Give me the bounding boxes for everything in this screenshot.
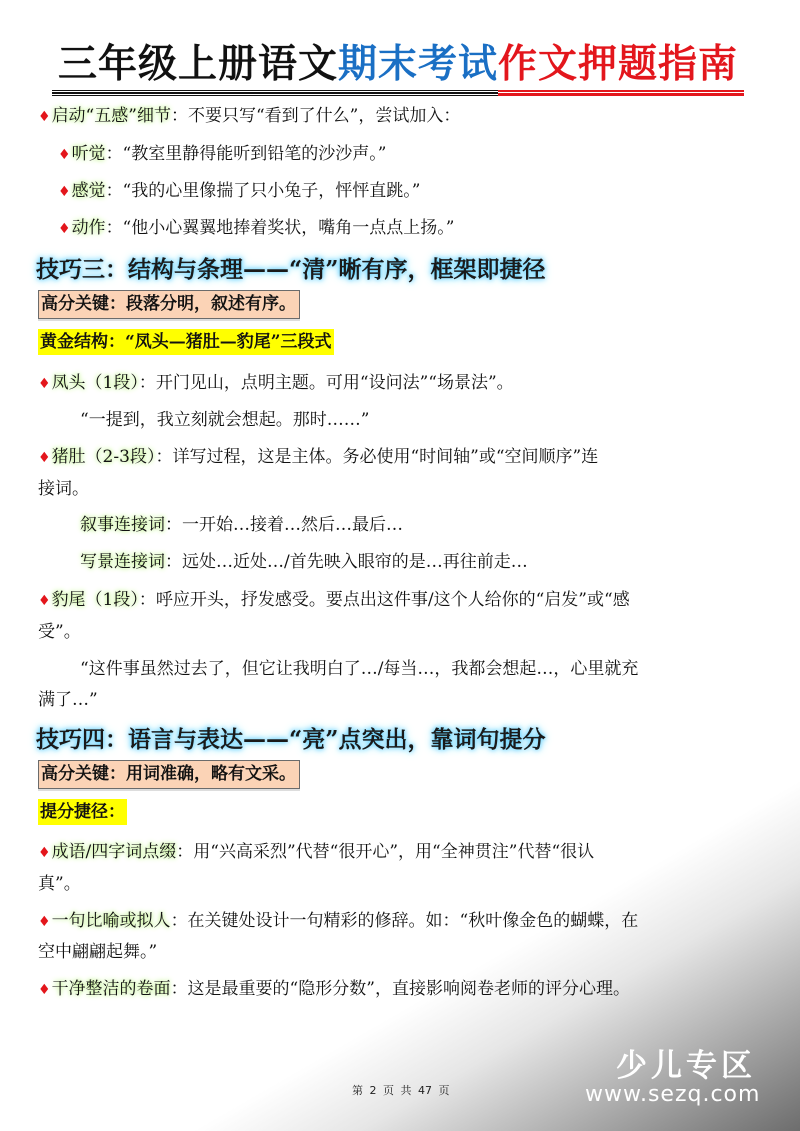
bullet-diamond-icon: ♦ [58,221,71,237]
senses-intro-text: ：不要只写“看到了什么”，尝试加入： [170,106,461,126]
bullet-diamond-icon: ♦ [38,109,51,125]
idiom-text: ：用“兴高采烈”代替“很开心”，用“全神贯注”代替“很认 [176,842,595,862]
scene-label: 写景连接词 [80,552,165,572]
tip4-idiom-text-cont: 真”。 [38,874,81,894]
tail-label: 豹尾（1段） [51,590,139,610]
tip4-heading: 技巧四：语言与表达——“亮”点突出，靠词句提分 [36,726,546,753]
tip4-key-box: 高分关键：用词准确，略有文采。 [38,760,300,789]
tip3-key-box: 高分关键：段落分明，叙述有序。 [38,290,300,319]
bullet-diamond-icon: ♦ [38,376,51,392]
rhetoric-label: 一句比喻或拟人 [51,911,171,931]
belly-text: ：详写过程，这是主体。务必使用“时间轴”或“空间顺序”连 [155,447,599,467]
title-part-black: 三年级上册语文 [58,41,339,87]
senses-intro-label: 启动“五感”细节 [51,106,171,126]
tip3-golden-structure: 黄金结构：“凤头—猪肚—豹尾”三段式 [38,329,334,355]
title-underline-red [498,90,744,96]
bullet-diamond-icon: ♦ [58,184,71,200]
page-number: 第 2 页 共 47 页 [352,1084,450,1097]
scene-text: ：远处…近处…/首先映入眼帘的是…再往前走… [165,552,528,572]
narrative-label: 叙事连接词 [80,515,165,535]
bullet-diamond-icon: ♦ [38,593,51,609]
title-part-blue: 期末考试 [338,41,499,87]
senses-intro [38,104,460,129]
neat-text: ：这是最重要的“隐形分数”，直接影响阅卷老师的评分心理。 [170,979,630,999]
neat-label: 干净整洁的卷面 [51,979,171,999]
rhetoric-text: ：在关键处设计一句精彩的修辞。如：“秋叶像金色的蝴蝶，在 [170,911,639,931]
sense-label: 听觉 [71,144,106,164]
belly-label: 猪肚（2-3段） [51,447,156,467]
head-label: 凤头（1段） [51,373,139,393]
idiom-label: 成语/四字词点缀 [51,842,177,862]
tip4-neat-item [38,977,630,1002]
tip3-scene-connectors [80,550,528,574]
watermark-url: www.sezq.com [585,1082,761,1107]
bullet-diamond-icon: ♦ [38,450,51,466]
tip4-shortcut-label: 提分捷径： [38,799,127,825]
sense-item-feeling [58,179,420,204]
tip4-rhetoric-item [38,909,638,934]
tail-text: ：呼应开头，抒发感受。要点出这件事/这个人给你的“启发”或“感 [138,590,630,610]
bullet-diamond-icon: ♦ [38,845,51,861]
watermark-brand: 少儿专区 [616,1048,756,1084]
tip4-rhetoric-text-cont: 空中翩翩起舞。” [38,942,158,962]
tip3-narrative-connectors [80,513,403,537]
bullet-diamond-icon: ♦ [38,982,51,998]
sense-item-hearing [58,142,386,167]
narrative-text: ：一开始…接着…然后…最后… [165,515,403,535]
tip3-head-item [38,371,514,396]
head-text: ：开门见山，点明主题。可用“设问法”“场景法”。 [138,373,514,393]
tip3-tail-example-cont: 满了…” [38,690,98,710]
title-part-red: 作文押题指南 [498,41,739,87]
tip3-belly-item [38,445,598,470]
document-title [58,40,748,88]
sense-label: 感觉 [71,181,106,201]
tip3-head-example: “一提到，我立刻就会想起。那时……” [80,410,370,430]
sense-label: 动作 [71,218,106,238]
tip3-tail-item [38,588,630,613]
tip4-idiom-item [38,840,594,865]
tip3-tail-text-cont: 受”。 [38,622,81,642]
tip3-tail-example: “这件事虽然过去了，但它让我明白了…/每当…，我都会想起…，心里就充 [80,659,639,679]
title-underline-black [52,90,498,96]
sense-text: ：“他小心翼翼地捧着奖状，嘴角一点点上扬。” [105,218,455,238]
bullet-diamond-icon: ♦ [58,147,71,163]
bullet-diamond-icon: ♦ [38,914,51,930]
tip3-belly-text-cont: 接词。 [38,479,89,499]
sense-text: ：“教室里静得能听到铅笔的沙沙声。” [105,144,387,164]
sense-item-action [58,216,454,241]
sense-text: ：“我的心里像揣了只小兔子，怦怦直跳。” [105,181,421,201]
tip3-heading: 技巧三：结构与条理——“清”晰有序，框架即捷径 [36,256,546,283]
